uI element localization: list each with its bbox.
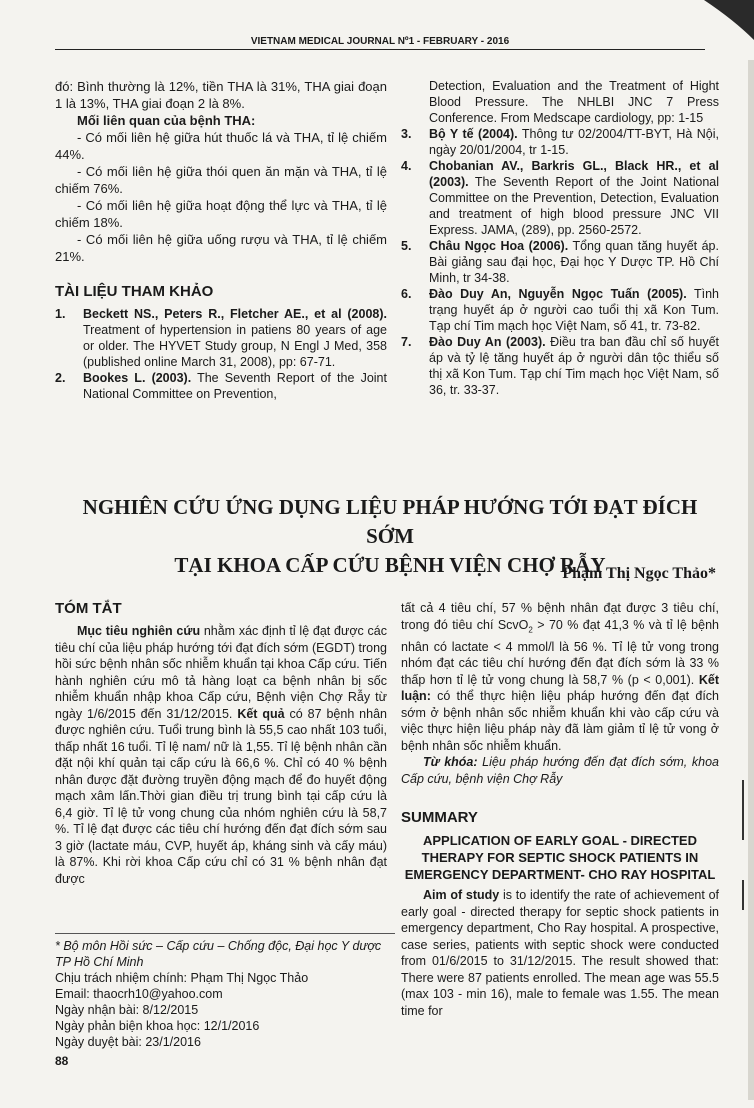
relation-item: - Có mối liên hệ giữa hút thuốc lá và THA, tỉ lệ chiếm 44%. xyxy=(55,130,387,162)
reference-item xyxy=(401,238,719,286)
reference-number: 3. xyxy=(401,127,412,141)
scan-edge-artifacts xyxy=(732,60,754,1100)
reference-text: Thông tư 02/2004/TT-BYT, Hà Nội, ngày 20/01/2004, tr 1-15. xyxy=(429,127,719,157)
reference-list xyxy=(401,78,719,398)
relation-item: - Có mối liên hệ giữa uống rượu và THA, tỉ lệ chiếm 21%. xyxy=(55,232,387,264)
footnote xyxy=(55,933,395,1050)
reference-number: 5. xyxy=(401,239,412,253)
relation-subheading: Mối liên quan của bệnh THA: xyxy=(77,113,256,128)
reference-authors: Bookes L. (2003). xyxy=(83,371,192,385)
reference-authors: Bộ Y tế (2004). xyxy=(429,127,518,141)
abstract-left-column xyxy=(55,600,387,887)
reference-authors: Châu Ngọc Hoa (2006). xyxy=(429,239,569,253)
journal-header: VIETNAM MEDICAL JOURNAL Nº1 - FEBRUARY - 2016 xyxy=(55,36,705,50)
corresponding-author: Chịu trách nhiệm chính: Phạm Thị Ngọc Thảo xyxy=(55,971,309,985)
affiliation: * Bộ môn Hồi sức – Cấp cứu – Chống độc, Đại học Y dược TP Hồ Chí Minh xyxy=(55,939,382,969)
email: Email: thaocrh10@yahoo.com xyxy=(55,987,223,1001)
abstract-text-part: có thể thực hiện liệu pháp hướng đến đạt đích sớm ở bệnh nhân sốc nhiễm khuẩn khi vào cấp cứu và việc thực hiện liệu pháp này đã làm giảm tỉ lệ tử vong ở bệnh nhân sốc nhiễm khuẩn. xyxy=(401,689,719,753)
abstract-text xyxy=(401,600,719,754)
reference-authors: Chobanian AV., Barkris GL., Black HR., et al (2003). xyxy=(429,159,719,189)
summary-title: APPLICATION OF EARLY GOAL - DIRECTED THERAPY FOR SEPTIC SHOCK PATIENTS IN EMERGENCY DEPARTMENT- CHO RAY HOSPITAL xyxy=(404,833,716,882)
reference-item xyxy=(401,158,719,238)
date-reviewed: Ngày phản biện khoa học: 12/1/2016 xyxy=(55,1019,260,1033)
date-accepted: Ngày duyệt bài: 23/1/2016 xyxy=(55,1035,201,1049)
abstract-lead: Kết luận: xyxy=(401,672,719,703)
abstract-heading: TÓM TẮT xyxy=(55,600,122,617)
article-title-line: TẠI KHOA CẤP CỨU BỆNH VIỆN CHỢ RẪY xyxy=(174,553,606,577)
summary-text xyxy=(401,887,719,1019)
reference-item xyxy=(401,126,719,158)
article-title-line: NGHIÊN CỨU ỨNG DỤNG LIỆU PHÁP HƯỚNG TỚI ĐẠT ĐÍCH SỚM xyxy=(82,495,698,548)
subscript: 2 xyxy=(528,625,533,634)
reference-text: Detection, Evaluation and the Treatment of Hight Blood Pressure. The NHLBI JNC 7 Press Conference. From Medscape cardiology, pp: 1-15 xyxy=(429,79,719,125)
reference-number: 2. xyxy=(55,371,66,385)
left-top-column xyxy=(55,78,387,402)
abstract-text-part: > 70 % đạt 41,3 % và tỉ lệ bệnh nhân có lactate < 4 mmol/l là 56 %. Tỉ lệ tử vong trong nhóm đạt các tiêu chí hướng đến đạt đích sớm là 33 % thấp hơn tỉ lệ tử vong chung là 58,7 % (p < 0,001). xyxy=(401,617,719,687)
reference-number: 7. xyxy=(401,335,412,349)
relation-item: - Có mối liên hệ giữa hoạt động thể lực và THA, tỉ lệ chiếm 18%. xyxy=(55,198,387,230)
reference-text: Treatment of hypertension in patiens 80 years of age or older. The HYVET Study group, N Engl J Med, 358 (published online March 31, 2008), pp: 67-71. xyxy=(83,323,387,369)
reference-authors: Đào Duy An, Nguyễn Ngọc Tuấn (2005). xyxy=(429,287,687,301)
reference-text: The Seventh Report of the Joint National Committee on the Prevention, Detection, Evaluation and treatment of high blood pressure JNC VII Express. JAMA, (289), pp. 2560-2572. xyxy=(429,175,719,237)
right-top-column xyxy=(401,78,719,398)
relation-item: - Có mối liên hệ giữa thói quen ăn mặn và THA, tỉ lệ chiếm 76%. xyxy=(55,164,387,196)
abstract-text-part: nhằm xác định tỉ lệ đạt được các tiêu chí của liệu pháp hướng tới đạt đích sớm (EGDT) trong hồi sức bệnh nhân sốc nhiễm khuẩn tại khoa Cấp cứu. Tiến hành nghiên cứu mô tả hàng loạt ca bệnh nhân bị sốc nhiễm khuẩn nhập khoa Cấp cứu, Bệnh viện Chợ Rẫy từ ngày 1/6/2015 đến 31/12/2015. xyxy=(55,624,387,721)
abstract-lead: Kết quả xyxy=(237,706,285,721)
reference-item xyxy=(401,78,719,126)
reference-item xyxy=(55,370,387,402)
abstract-text xyxy=(55,623,387,887)
reference-item xyxy=(55,306,387,370)
prevalence-text: đó: Bình thường là 12%, tiền THA là 31%, THA giai đoạn 1 là 13%, THA giai đoạn 2 là 8%. xyxy=(55,79,387,111)
page-number: 88 xyxy=(55,1054,69,1068)
reference-number: 6. xyxy=(401,287,412,301)
abstract-text-part: có 87 bệnh nhân được nghiên cứu. Tuổi trung bình là 55,5 cao nhất 103 tuổi, thấp nhất 16 tuổi. Tỉ lệ nam/ nữ là 1,55. Tỉ lệ bệnh nhân cần đặt nội khí quản tại cấp cứu là 66,6 %. Chỉ có 40 % bệnh nhân được đặt đường truyền động mạch để đo huyết động mạch xâm lấn.Thời gian điều trị trung bình tại cấp cứu là 6,4 giờ. Tỉ lệ tử vong chung của nhóm nghiên cứu là 58,7 %. Tỉ lệ đạt được các tiêu chí hướng đến đạt đích sớm sau 3 giờ (lactate máu, CVP, huyết áp, kháng sinh và cấy máu) là 87%. Khi rời khoa Cấp cứu chỉ có 31 % bệnh nhân đạt được xyxy=(55,706,387,886)
reference-text: Điều tra ban đầu chỉ số huyết áp và tỷ lệ tăng huyết áp ở người dân tộc thiểu số thị xã Kon Tum. Tạp chí Tim mạch học Việt Nam, số 36, tr. 33-37. xyxy=(429,335,719,397)
summary-heading: SUMMARY xyxy=(401,809,478,826)
reference-text: Tình trạng huyết áp ở người cao tuổi thị xã Kon Tum. Tạp chí Tim mạch học Việt Nam, số 41, tr. 73-82. xyxy=(429,287,719,333)
scan-corner-shadow xyxy=(684,0,754,40)
keywords-label: Từ khóa: xyxy=(423,755,478,769)
reference-number: 4. xyxy=(401,159,412,173)
reference-text: Tổng quan tăng huyết áp. Bài giảng sau đại học, Đại học Y Dược TP. Hồ Chí Minh, tr 34-38. xyxy=(429,239,719,285)
reference-number: 1. xyxy=(55,307,66,321)
references-heading: TÀI LIỆU THAM KHẢO xyxy=(55,283,214,300)
summary-lead: Aim of study xyxy=(423,888,500,902)
abstract-right-column xyxy=(401,600,719,1019)
keywords xyxy=(401,754,719,787)
summary-text-part: is to identify the rate of achievement of early goal - directed therapy for septic shock patients in emergency department, Cho Ray hospital. A prospective, case series, patients with septic shock were conducted from 01/6/2015 to 31/12/2015. The result showed that: There were 87 patients enrolled. The mean age was 55.5 (max 103 - min 16), male to female was 1.55. The mean time for xyxy=(401,888,719,1018)
reference-item xyxy=(401,334,719,398)
keywords-text: Liệu pháp hướng đến đạt đích sớm, khoa Cấp cứu, bệnh viện Chợ Rẫy xyxy=(401,755,719,786)
reference-authors: Beckett NS., Peters R., Fletcher AE., et al (2008). xyxy=(83,307,387,321)
abstract-lead: Mục tiêu nghiên cứu xyxy=(77,624,201,638)
reference-text: The Seventh Report of the Joint National Committee on Prevention, xyxy=(83,371,387,401)
reference-list xyxy=(55,306,387,402)
reference-authors: Đào Duy An (2003). xyxy=(429,335,546,349)
abstract-text-part: tất cả 4 tiêu chí, 57 % bệnh nhân đạt được 3 tiêu chí, trong đó tiêu chí ScvO xyxy=(401,601,719,632)
date-received: Ngày nhận bài: 8/12/2015 xyxy=(55,1003,199,1017)
reference-item xyxy=(401,286,719,334)
article-author: Phạm Thị Ngọc Thảo* xyxy=(562,565,716,582)
